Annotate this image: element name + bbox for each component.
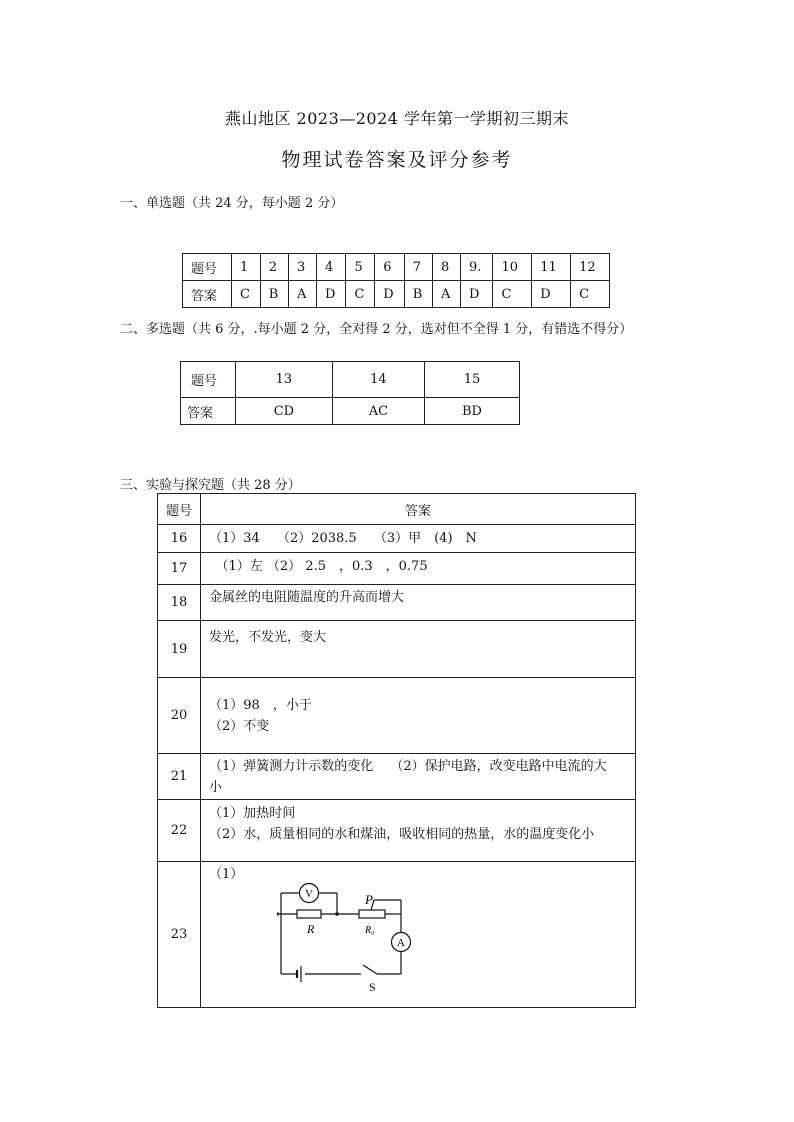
experiment-table <box>157 493 636 1008</box>
table-cell: 4 <box>316 254 346 281</box>
table-cell: C <box>346 281 375 308</box>
table-cell: 14 <box>332 362 424 398</box>
ammeter-label: A <box>397 937 405 949</box>
table-cell <box>201 525 636 553</box>
table-cell: 7 <box>404 254 432 281</box>
table-row <box>183 254 610 281</box>
table-row <box>158 525 636 553</box>
table-row <box>158 553 636 585</box>
table-cell: 18 <box>158 585 201 621</box>
table-cell: BD <box>424 398 519 425</box>
answer-line: （1）弹簧测力计示数的变化 （2）保护电路，改变电路中电流的大 <box>209 758 607 774</box>
multi-choice-table <box>180 361 520 425</box>
table-row <box>158 800 636 862</box>
table-cell: 9. <box>460 254 493 281</box>
table-row <box>158 585 636 621</box>
table-cell: A <box>433 281 461 308</box>
table-cell <box>201 754 636 800</box>
table-cell: B <box>404 281 432 308</box>
table-cell: 5 <box>346 254 375 281</box>
table-cell <box>201 862 636 1008</box>
table-row <box>158 621 636 678</box>
table-cell: B <box>260 281 288 308</box>
table-cell: 11 <box>532 254 571 281</box>
table-cell: 3 <box>289 254 317 281</box>
table-cell: 答案 <box>201 494 636 525</box>
table-cell <box>201 800 636 862</box>
table-cell: A <box>289 281 317 308</box>
circuit-diagram <box>277 876 437 996</box>
table-cell: 题号 <box>183 254 232 281</box>
document-title: 燕山地区 2023—2024 学年第一学期初三期末 <box>224 109 570 128</box>
answer-line: 小 <box>209 779 223 795</box>
table-row <box>181 362 520 398</box>
table-cell: 17 <box>158 553 201 585</box>
table-cell: 答案 <box>183 281 232 308</box>
table-cell: 19 <box>158 621 201 678</box>
table-row <box>181 398 520 425</box>
resistor-label: R <box>307 922 315 936</box>
table-cell: 2 <box>260 254 288 281</box>
table-cell <box>201 553 636 585</box>
table-cell: 15 <box>424 362 519 398</box>
table-row <box>158 754 636 800</box>
table-cell: 22 <box>158 800 201 862</box>
voltmeter-label: V <box>305 888 313 900</box>
single-choice-table <box>182 253 610 308</box>
table-cell <box>201 621 636 678</box>
table-cell: 答案 <box>181 398 236 425</box>
answer-line: 金属丝的电阻随温度的升高而增大 <box>209 590 405 605</box>
rheostat-label: R₀ <box>365 925 375 936</box>
answer-line: （2）水，质量相同的水和煤油，吸收相同的热量，水的温度变化小 <box>209 827 595 842</box>
table-cell: D <box>316 281 346 308</box>
table-cell: 题号 <box>181 362 236 398</box>
answer-line: （1） <box>209 867 244 882</box>
table-cell: 16 <box>158 525 201 553</box>
table-cell: 12 <box>571 254 610 281</box>
answer-line: 发光，不发光，变大 <box>209 630 327 645</box>
section1-heading: 一、单选题（共 24 分，每小题 2 分） <box>120 196 344 211</box>
table-cell: C <box>493 281 532 308</box>
table-row <box>158 678 636 754</box>
answer-line: （1）加热时间 <box>209 806 296 821</box>
table-cell: 1 <box>232 254 261 281</box>
section3-heading: 三、实验与探究题（共 28 分） <box>120 478 301 493</box>
table-cell: 10 <box>493 254 532 281</box>
table-row <box>158 862 636 1008</box>
table-cell: CD <box>236 398 333 425</box>
table-cell: D <box>375 281 405 308</box>
table-cell: 6 <box>375 254 405 281</box>
table-row <box>158 494 636 525</box>
table-cell: 题号 <box>158 494 201 525</box>
answer-line: （2）不变 <box>209 718 270 734</box>
answer-line: （1）98 ，小于 <box>209 697 312 713</box>
table-cell: 13 <box>236 362 333 398</box>
table-cell: 20 <box>158 678 201 754</box>
table-cell: C <box>571 281 610 308</box>
table-cell: 8 <box>433 254 461 281</box>
table-cell: D <box>460 281 493 308</box>
table-cell: AC <box>332 398 424 425</box>
table-cell: D <box>532 281 571 308</box>
document-subtitle: 物理试卷答案及评分参考 <box>281 149 513 171</box>
table-cell: 23 <box>158 862 201 1008</box>
switch-label: S <box>369 980 376 994</box>
table-cell: C <box>232 281 261 308</box>
table-cell: 21 <box>158 754 201 800</box>
section2-heading: 二、多选题（共 6 分，.每小题 2 分，全对得 2 分，选对但不全得 1 分，有错选不得分） <box>120 322 633 337</box>
table-row <box>183 281 610 308</box>
answer-line: （1）34 （2）2038.5 （3）甲 (4) N <box>209 531 477 546</box>
slider-label: P <box>365 892 373 907</box>
table-cell <box>201 678 636 754</box>
table-cell <box>201 585 636 621</box>
answer-line: （1）左 （2） 2.5 ，0.3 ，0.75 <box>209 559 428 574</box>
